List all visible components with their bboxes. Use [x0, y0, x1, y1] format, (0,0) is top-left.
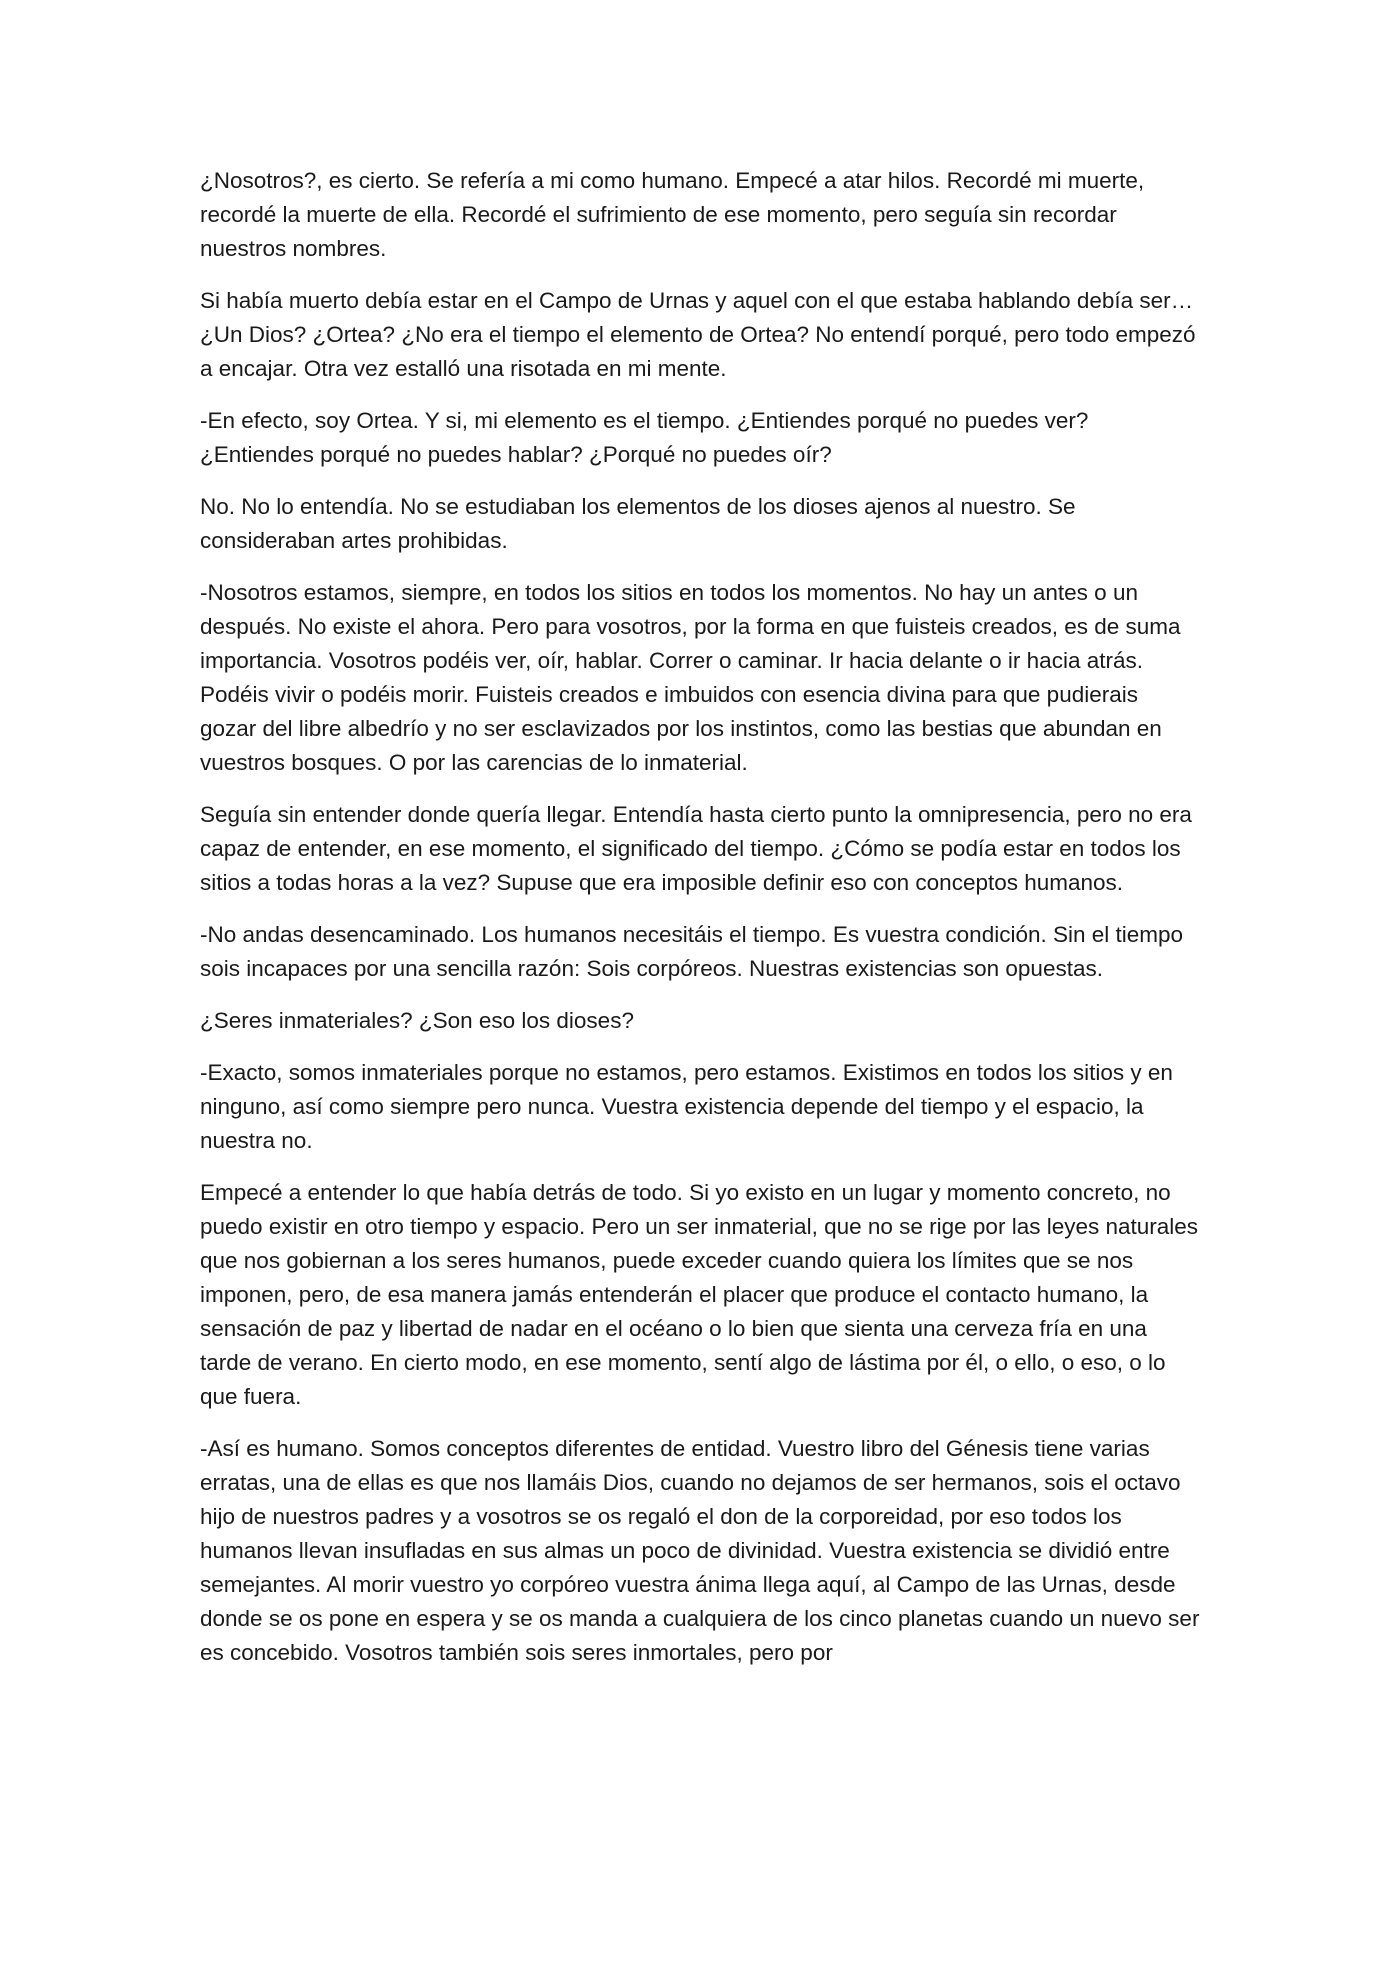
paragraph: No. No lo entendía. No se estudiaban los elementos de los dioses ajenos al nuestro. Se consideraban artes prohibidas. [200, 494, 1076, 553]
paragraph: -Así es humano. Somos conceptos diferentes de entidad. Vuestro libro del Génesis tiene varias erratas, una de ellas es que nos llamáis Dios, cuando no dejamos de ser hermanos, sois el octavo hijo de nuestros padres y a vosotros se os regaló el don de la corporeidad, por eso todos los humanos llevan insufladas en sus almas un poco de divinidad. Vuestra existencia se dividió entre semejantes. Al morir vuestro yo corpóreo vuestra ánima llega aquí, al Campo de las Urnas, desde donde se os pone en espera y se os manda a cualquiera de los cinco planetas cuando un nuevo ser es concebido. Vosotros también sois seres inmortales, pero por [200, 1436, 1200, 1665]
paragraph: -Nosotros estamos, siempre, en todos los sitios en todos los momentos. No hay un antes o un después. No existe el ahora. Pero para vosotros, por la forma en que fuisteis creados, es de suma importancia. Vosotros podéis ver, oír, hablar. Correr o caminar. Ir hacia delante o ir hacia atrás. Podéis vivir o podéis morir. Fuisteis creados e imbuidos con esencia divina para que pudierais gozar del libre albedrío y no ser esclavizados por los instintos, como las bestias que abundan en vuestros bosques. O por las carencias de lo inmaterial. [200, 580, 1181, 775]
paragraph: ¿Nosotros?, es cierto. Se refería a mi como humano. Empecé a atar hilos. Recordé mi muerte, recordé la muerte de ella. Recordé el sufrimiento de ese momento, pero seguía sin recordar nuestros nombres. [200, 168, 1145, 261]
paragraph: ¿Seres inmateriales? ¿Son eso los dioses? [200, 1008, 634, 1033]
paragraph: -No andas desencaminado. Los humanos necesitáis el tiempo. Es vuestra condición. Sin el tiempo sois incapaces por una sencilla razón: Sois corpóreos. Nuestras existencias son opuestas. [200, 922, 1184, 981]
paragraph: Empecé a entender lo que había detrás de todo. Si yo existo en un lugar y momento concreto, no puedo existir en otro tiempo y espacio. Pero un ser inmaterial, que no se rige por las leyes naturales que nos gobiernan a los seres humanos, puede exceder cuando quiera los límites que se nos imponen, pero, de esa manera jamás entenderán el placer que produce el contacto humano, la sensación de paz y libertad de nadar en el océano o lo bien que sienta una cerveza fría en una tarde de verano. En cierto modo, en ese momento, sentí algo de lástima por él, o ello, o eso, o lo que fuera. [200, 1180, 1199, 1409]
paragraph: -En efecto, soy Ortea. Y si, mi elemento es el tiempo. ¿Entiendes porqué no puedes ver? ¿Entiendes porqué no puedes hablar? ¿Porqué no puedes oír? [200, 408, 1089, 467]
document-body [200, 164, 1200, 1688]
paragraph: Si había muerto debía estar en el Campo de Urnas y aquel con el que estaba hablando debía ser… ¿Un Dios? ¿Ortea? ¿No era el tiempo el elemento de Ortea? No entendí porqué, pero todo empezó a encajar. Otra vez estalló una risotada en mi mente. [200, 288, 1196, 381]
paragraph: Seguía sin entender donde quería llegar. Entendía hasta cierto punto la omnipresencia, pero no era capaz de entender, en ese momento, el significado del tiempo. ¿Cómo se podía estar en todos los sitios a todas horas a la vez? Supuse que era imposible definir eso con conceptos humanos. [200, 802, 1192, 895]
paragraph: -Exacto, somos inmateriales porque no estamos, pero estamos. Existimos en todos los sitios y en ninguno, así como siempre pero nunca. Vuestra existencia depende del tiempo y el espacio, la nuestra no. [200, 1060, 1173, 1153]
